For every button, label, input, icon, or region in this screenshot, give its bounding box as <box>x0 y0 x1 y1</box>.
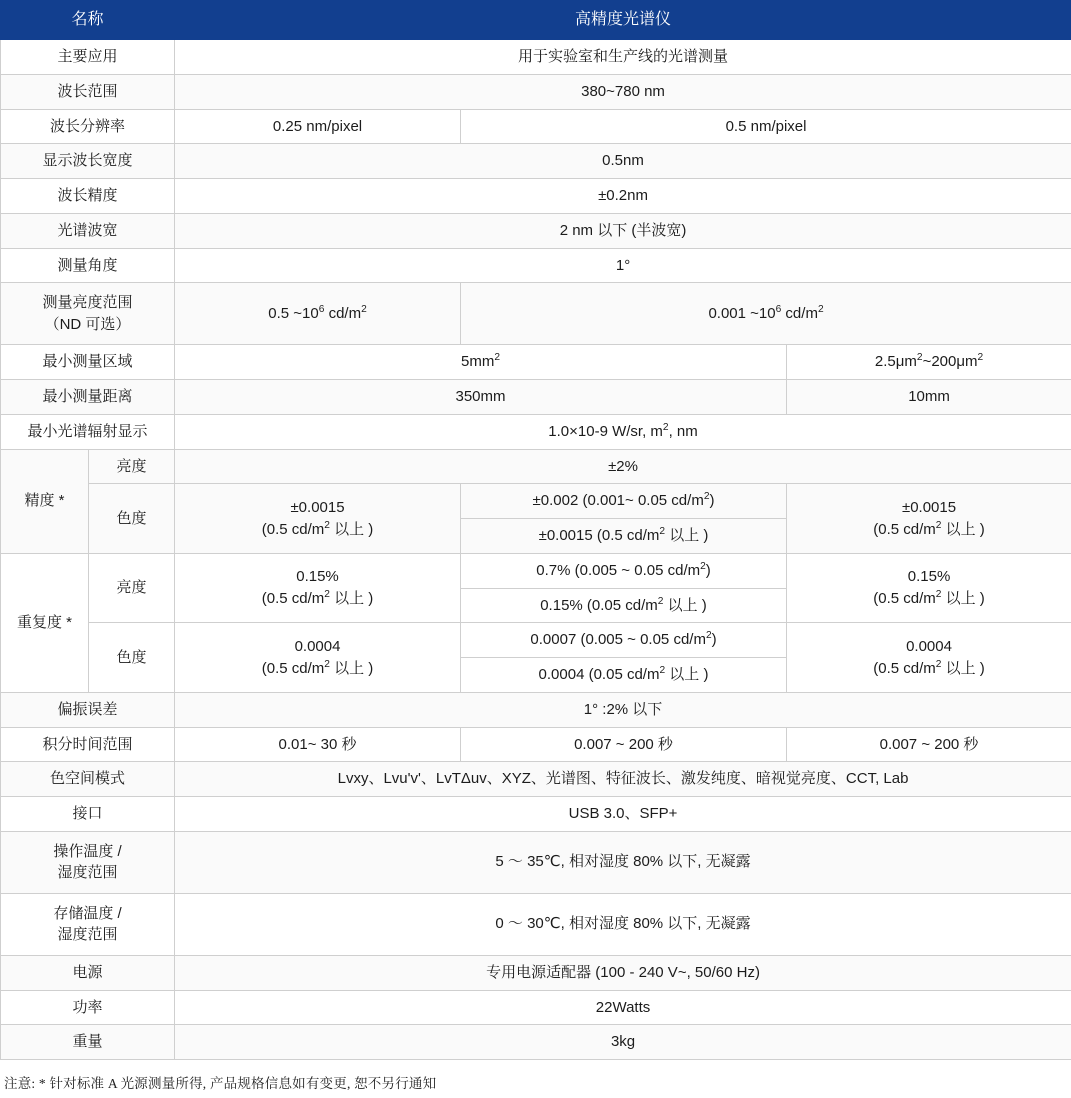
value-repeatability-chr-col1 <box>175 623 461 693</box>
table-row-measurement-angle <box>1 248 1071 283</box>
table-row-wavelength-accuracy <box>1 179 1071 214</box>
row-label-min-measure-area: 最小测量区域 <box>1 345 175 380</box>
area-b-s2: 2 <box>978 352 984 363</box>
area-b-p2: ~200μm <box>923 353 978 370</box>
table-row-application <box>1 40 1071 75</box>
row-label-application: 主要应用 <box>1 40 175 75</box>
table-row-polarization-error <box>1 692 1071 727</box>
storage-temp-label-line1: 存储温度 / <box>53 905 121 922</box>
luminance-range-label-line2: （ND 可选） <box>45 316 131 333</box>
table-row-weight <box>1 1025 1071 1060</box>
rep-l-c2-r1-post: ) <box>706 562 711 579</box>
row-label-accuracy: 精度 * <box>1 449 89 553</box>
row-label-interface: 接口 <box>1 797 175 832</box>
lum-b-post: cd/m <box>781 305 818 322</box>
acc-c2-r1-pre: ±0.002 (0.001~ 0.05 cd/m <box>533 492 704 509</box>
row-value-min-measure-area-a <box>175 345 787 380</box>
operating-temp-label-line2: 湿度范围 <box>58 864 118 881</box>
row-label-color-space-mode: 色空间模式 <box>1 762 175 797</box>
row-value-measurement-angle: 1° <box>175 248 1071 283</box>
rep-c-c1-l2-pre: (0.5 cd/m <box>262 660 325 677</box>
rep-l-c2-r1-pre: 0.7% (0.005 ~ 0.05 cd/m <box>536 562 700 579</box>
rep-c-c3-l2-pre: (0.5 cd/m <box>873 660 936 677</box>
rep-l-c2-r1-sup: 2 <box>700 561 706 572</box>
acc-c1-l2-pre: (0.5 cd/m <box>262 521 325 538</box>
row-value-luminance-range-b <box>461 283 1071 345</box>
row-value-interface: USB 3.0、SFP+ <box>175 797 1071 832</box>
acc-c2-r1-sup: 2 <box>704 491 710 502</box>
operating-temp-label-line1: 操作温度 / <box>53 843 121 860</box>
row-value-polarization-error: 1° :2% 以下 <box>175 692 1071 727</box>
row-value-wavelength-range: 380~780 nm <box>175 74 1071 109</box>
table-row-spectral-bandwidth <box>1 213 1071 248</box>
rep-c-c1-l2-sup: 2 <box>324 659 330 670</box>
acc-c1-l2-sup: 2 <box>324 520 330 531</box>
lum-a-sup: 6 <box>319 304 325 315</box>
lum-b-pre: 0.001 ~10 <box>708 305 775 322</box>
table-row-integration-time <box>1 727 1071 762</box>
rep-l-c2-r2-pre: 0.15% (0.05 cd/m <box>540 597 658 614</box>
row-value-integration-time-c: 0.007 ~ 200 秒 <box>787 727 1071 762</box>
sublabel-accuracy-luminance: 亮度 <box>89 449 175 484</box>
table-row-color-space-mode <box>1 762 1071 797</box>
rep-l-c3-l1: 0.15% <box>908 568 951 585</box>
table-row-min-measure-distance <box>1 380 1071 415</box>
row-label-spectral-bandwidth: 光谱波宽 <box>1 213 175 248</box>
rep-c-c2-r2-sup: 2 <box>659 665 665 676</box>
row-label-wavelength-resolution: 波长分辨率 <box>1 109 175 144</box>
row-value-min-measure-distance-b: 10mm <box>787 380 1071 415</box>
rep-c-c1-l2-post: 以上 ) <box>330 660 373 677</box>
row-value-wavelength-accuracy: ±0.2nm <box>175 179 1071 214</box>
row-label-polarization-error: 偏振误差 <box>1 692 175 727</box>
acc-c1-l2-post: 以上 ) <box>330 521 373 538</box>
row-value-operating-temp: 5 ～ 35℃, 相对湿度 80% 以下, 无凝露 <box>175 831 1071 893</box>
row-value-color-space-mode: Lvxy、Lvu'v'、LvTΔuv、XYZ、光谱图、特征波长、激发纯度、暗视觉亮度、CCT, Lab <box>175 762 1071 797</box>
value-repeatability-lum-col3 <box>787 553 1071 623</box>
rep-l-c3-l2-post: 以上 ) <box>941 590 984 607</box>
rep-c-c2-r1-sup: 2 <box>706 630 712 641</box>
value-repeatability-lum-col2-row1 <box>461 553 787 588</box>
area-b-p1: 2.5μm <box>875 353 917 370</box>
table-row-repeatability-chromaticity-1 <box>1 623 1071 658</box>
table-row-interface <box>1 797 1071 832</box>
rep-l-c2-r2-sup: 2 <box>658 596 664 607</box>
row-value-storage-temp: 0 ～ 30℃, 相对湿度 80% 以下, 无凝露 <box>175 893 1071 955</box>
row-label-min-measure-distance: 最小测量距离 <box>1 380 175 415</box>
rep-c-c2-r2-post: 以上 ) <box>665 666 708 683</box>
table-row-wavelength-range <box>1 74 1071 109</box>
table-row-accuracy-luminance <box>1 449 1071 484</box>
header-col-value: 高精度光谱仪 <box>175 1 1071 40</box>
value-accuracy-chroma-col2-row2 <box>461 519 787 554</box>
rep-l-c1-l2-post: 以上 ) <box>330 590 373 607</box>
table-row-luminance-range <box>1 283 1071 345</box>
acc-c2-r2-pre: ±0.0015 (0.5 cd/m <box>539 527 660 544</box>
table-row-display-wavelength-width <box>1 144 1071 179</box>
table-row-wavelength-resolution <box>1 109 1071 144</box>
row-label-operating-temp <box>1 831 175 893</box>
rep-l-c1-l2-pre: (0.5 cd/m <box>262 590 325 607</box>
row-label-power-supply: 电源 <box>1 955 175 990</box>
row-label-integration-time: 积分时间范围 <box>1 727 175 762</box>
value-accuracy-chroma-col2-row1 <box>461 484 787 519</box>
row-label-measurement-angle: 测量角度 <box>1 248 175 283</box>
table-header-row <box>1 1 1071 40</box>
rep-c-c2-r2-pre: 0.0004 (0.05 cd/m <box>539 666 660 683</box>
rad-post: , nm <box>669 423 698 440</box>
value-repeatability-chr-col2-row2 <box>461 658 787 693</box>
storage-temp-label-line2: 湿度范围 <box>58 926 118 943</box>
table-row-accuracy-chromaticity-1 <box>1 484 1071 519</box>
row-label-power-consumption: 功率 <box>1 990 175 1025</box>
acc-c3-l2-sup: 2 <box>936 520 942 531</box>
acc-c3-l2-pre: (0.5 cd/m <box>873 521 936 538</box>
row-value-power-consumption: 22Watts <box>175 990 1071 1025</box>
row-value-wavelength-resolution-b: 0.5 nm/pixel <box>461 109 1071 144</box>
sublabel-repeatability-chromaticity: 色度 <box>89 623 175 693</box>
row-value-min-spectral-radiance <box>175 414 1071 449</box>
lum-b-post-sup: 2 <box>818 304 824 315</box>
value-repeatability-lum-col1 <box>175 553 461 623</box>
row-value-weight: 3kg <box>175 1025 1071 1060</box>
rep-c-c3-l2-post: 以上 ) <box>941 660 984 677</box>
lum-a-post: cd/m <box>324 305 361 322</box>
row-value-min-measure-distance-a: 350mm <box>175 380 787 415</box>
lum-a-post-sup: 2 <box>361 304 367 315</box>
rep-c-c2-r1-pre: 0.0007 (0.005 ~ 0.05 cd/m <box>530 631 706 648</box>
row-value-luminance-range-a <box>175 283 461 345</box>
row-value-min-measure-area-b <box>787 345 1071 380</box>
rep-c-c3-l1: 0.0004 <box>906 638 952 655</box>
row-label-storage-temp <box>1 893 175 955</box>
rep-l-c3-l2-pre: (0.5 cd/m <box>873 590 936 607</box>
value-accuracy-chroma-col3 <box>787 484 1071 554</box>
row-label-min-spectral-radiance: 最小光谱辐射显示 <box>1 414 175 449</box>
table-row-operating-temp <box>1 831 1071 893</box>
acc-c1-l1: ±0.0015 <box>290 499 344 516</box>
acc-c3-l2-post: 以上 ) <box>941 521 984 538</box>
row-value-application: 用于实验室和生产线的光谱测量 <box>175 40 1071 75</box>
row-label-weight: 重量 <box>1 1025 175 1060</box>
value-repeatability-chr-col3 <box>787 623 1071 693</box>
row-value-wavelength-resolution-a: 0.25 nm/pixel <box>175 109 461 144</box>
row-value-integration-time-b: 0.007 ~ 200 秒 <box>461 727 787 762</box>
acc-c2-r1-post: ) <box>709 492 714 509</box>
row-label-wavelength-range: 波长范围 <box>1 74 175 109</box>
row-label-wavelength-accuracy: 波长精度 <box>1 179 175 214</box>
acc-c3-l1: ±0.0015 <box>902 499 956 516</box>
table-footnote: 注意: * 针对标准 A 光源测量所得, 产品规格信息如有变更, 恕不另行通知 <box>0 1060 1071 1098</box>
table-row-power-supply <box>1 955 1071 990</box>
value-accuracy-luminance: ±2% <box>175 449 1071 484</box>
rad-pre: 1.0×10-9 W/sr, m <box>548 423 663 440</box>
value-accuracy-chroma-col1 <box>175 484 461 554</box>
value-repeatability-chr-col2-row1 <box>461 623 787 658</box>
table-row-storage-temp <box>1 893 1071 955</box>
row-label-luminance-range <box>1 283 175 345</box>
row-value-integration-time-a: 0.01~ 30 秒 <box>175 727 461 762</box>
value-repeatability-lum-col2-row2 <box>461 588 787 623</box>
lum-a-pre: 0.5 ~10 <box>268 305 318 322</box>
row-value-power-supply: 专用电源适配器 (100 - 240 V~, 50/60 Hz) <box>175 955 1071 990</box>
table-row-power-consumption <box>1 990 1071 1025</box>
table-row-min-spectral-radiance <box>1 414 1071 449</box>
row-label-repeatability: 重复度 * <box>1 553 89 692</box>
acc-c2-r2-post: 以上 ) <box>665 527 708 544</box>
row-label-display-wavelength-width: 显示波长宽度 <box>1 144 175 179</box>
acc-c2-r2-sup: 2 <box>659 526 665 537</box>
row-value-spectral-bandwidth: 2 nm 以下 (半波宽) <box>175 213 1071 248</box>
header-col-name: 名称 <box>1 1 175 40</box>
table-row-min-measure-area <box>1 345 1071 380</box>
row-value-display-wavelength-width: 0.5nm <box>175 144 1071 179</box>
rad-sup: 2 <box>663 422 669 433</box>
table-row-repeatability-luminance-1 <box>1 553 1071 588</box>
rep-c-c1-l1: 0.0004 <box>295 638 341 655</box>
lum-b-sup: 6 <box>776 304 782 315</box>
rep-l-c3-l2-sup: 2 <box>936 589 942 600</box>
sublabel-accuracy-chromaticity: 色度 <box>89 484 175 554</box>
rep-l-c1-l1: 0.15% <box>296 568 339 585</box>
sublabel-repeatability-luminance: 亮度 <box>89 553 175 623</box>
rep-l-c1-l2-sup: 2 <box>324 589 330 600</box>
area-a-sup: 2 <box>494 352 500 363</box>
luminance-range-label-line1: 测量亮度范围 <box>43 294 133 311</box>
rep-l-c2-r2-post: 以上 ) <box>663 597 706 614</box>
rep-c-c2-r1-post: ) <box>712 631 717 648</box>
rep-c-c3-l2-sup: 2 <box>936 659 942 670</box>
area-b-s1: 2 <box>917 352 923 363</box>
area-a-pre: 5mm <box>461 353 494 370</box>
